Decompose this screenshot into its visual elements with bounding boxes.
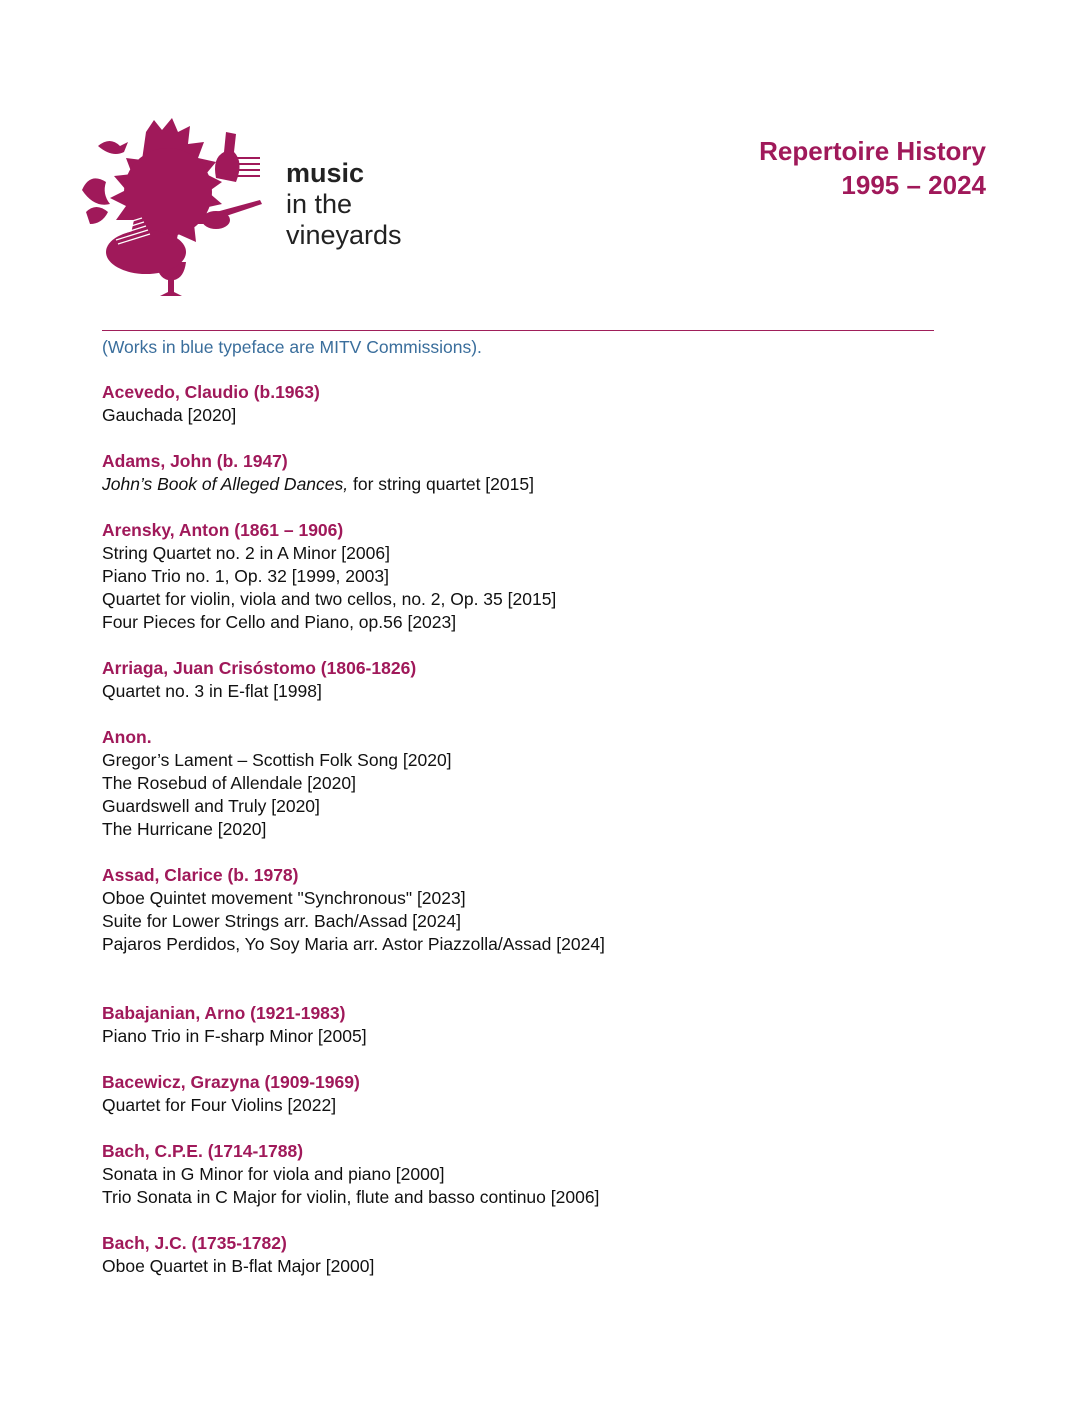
title-line-2: 1995 – 2024: [841, 170, 986, 200]
work-item: Four Pieces for Cello and Piano, op.56 [2023]: [102, 612, 457, 632]
composer-name: Babajanian, Arno (1921-1983): [102, 1003, 346, 1023]
composer-name: Acevedo, Claudio (b.1963): [102, 382, 320, 402]
composer-name: Anon.: [102, 727, 152, 747]
work-item: Pajaros Perdidos, Yo Soy Maria arr. Astor Piazzolla/Assad [2024]: [102, 934, 605, 954]
composer-entry: [102, 519, 1002, 634]
work-item: Gregor’s Lament – Scottish Folk Song [2020]: [102, 750, 452, 770]
composer-name: Bacewicz, Grazyna (1909-1969): [102, 1072, 360, 1092]
work-item: The Hurricane [2020]: [102, 819, 267, 839]
music-in-the-vineyards-logo: [76, 112, 276, 302]
logo-line-vineyards: vineyards: [286, 220, 402, 250]
composer-entry: [102, 726, 1002, 841]
work-item: Sonata in G Minor for viola and piano [2000]: [102, 1164, 445, 1184]
composer-name: Assad, Clarice (b. 1978): [102, 865, 299, 885]
work-item: Piano Trio in F-sharp Minor [2005]: [102, 1026, 367, 1046]
composer-entry: [102, 1232, 1002, 1278]
header-divider: [102, 330, 934, 331]
composer-name: Arensky, Anton (1861 – 1906): [102, 520, 344, 540]
composer-name: Bach, C.P.E. (1714-1788): [102, 1141, 304, 1161]
document-title: [759, 134, 986, 202]
repertoire-list: [102, 381, 1002, 1301]
work-title-italic: John’s Book of Alleged Dances,: [102, 474, 349, 494]
work-item: String Quartet no. 2 in A Minor [2006]: [102, 543, 390, 563]
work-item: Quartet for violin, viola and two cellos, no. 2, Op. 35 [2015]: [102, 589, 557, 609]
work-item: Oboe Quintet movement "Synchronous" [2023]: [102, 888, 466, 908]
work-item: Gauchada [2020]: [102, 405, 237, 425]
composer-entry: [102, 1002, 1002, 1048]
composer-name: Arriaga, Juan Crisóstomo (1806-1826): [102, 658, 417, 678]
work-item: [102, 473, 1002, 496]
work-item: Guardswell and Truly [2020]: [102, 796, 320, 816]
composer-entry: [102, 1140, 1002, 1209]
composer-entry: [102, 657, 1002, 703]
title-line-1: Repertoire History: [759, 136, 986, 166]
composer-entry: [102, 450, 1002, 496]
composer-entry: [102, 1071, 1002, 1117]
work-item: Quartet no. 3 in E-flat [1998]: [102, 681, 322, 701]
work-item: Oboe Quartet in B-flat Major [2000]: [102, 1256, 375, 1276]
work-description: for string quartet [2015]: [353, 474, 534, 494]
composer-name: Adams, John (b. 1947): [102, 451, 288, 471]
composer-name: Bach, J.C. (1735-1782): [102, 1233, 287, 1253]
logo-wordmark: [286, 158, 402, 251]
work-item: Quartet for Four Violins [2022]: [102, 1095, 337, 1115]
work-item: Trio Sonata in C Major for violin, flute and basso continuo [2006]: [102, 1187, 600, 1207]
logo-line-music: music: [286, 158, 365, 188]
work-item: The Rosebud of Allendale [2020]: [102, 773, 356, 793]
composer-entry: [102, 864, 1002, 956]
logo-line-in-the: in the: [286, 189, 353, 219]
commission-note: (Works in blue typeface are MITV Commissions).: [102, 337, 482, 357]
work-item: Piano Trio no. 1, Op. 32 [1999, 2003]: [102, 566, 390, 586]
work-item: Suite for Lower Strings arr. Bach/Assad [2024]: [102, 911, 461, 931]
composer-entry: [102, 381, 1002, 427]
